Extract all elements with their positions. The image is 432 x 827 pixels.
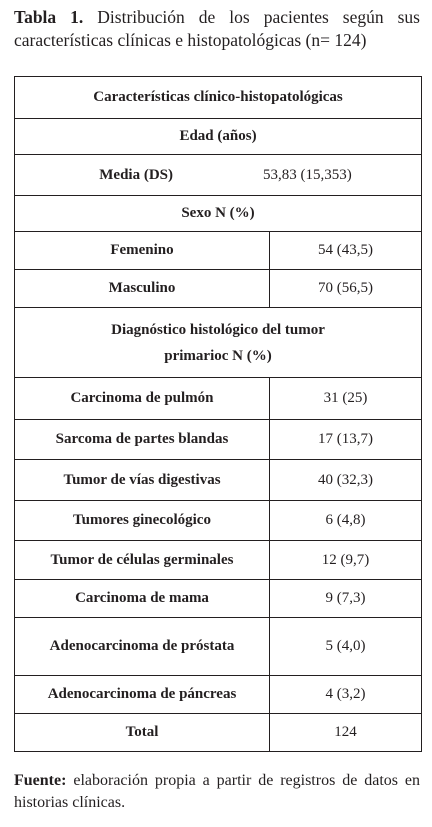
row-value: 6 (4,8) — [270, 501, 422, 541]
table-row — [15, 541, 422, 580]
mean-label: Media (DS) — [99, 166, 173, 183]
diagnosis-header-line2: primarioc N (%) — [164, 347, 272, 364]
row-value: 70 (56,5) — [270, 270, 422, 308]
clinical-characteristics-table — [14, 76, 422, 752]
table-caption — [14, 6, 420, 52]
caption-text: Distribución de los pacientes según sus características clínicas e histopatológicas (n= 124) — [14, 7, 420, 50]
row-value: 5 (4,0) — [270, 618, 422, 676]
row-label: Adenocarcinoma de próstata — [15, 618, 270, 676]
mean-cell — [15, 155, 422, 196]
source-text: elaboración propia a partir de registros de datos en historias clínicas. — [14, 772, 420, 811]
row-label: Femenino — [15, 232, 270, 270]
row-label: Tumores ginecológico — [15, 501, 270, 541]
table-row — [15, 232, 422, 270]
row-value: 12 (9,7) — [270, 541, 422, 580]
table-title-row — [15, 77, 422, 119]
row-value: 17 (13,7) — [270, 420, 422, 460]
table-row — [15, 270, 422, 308]
row-label: Masculino — [15, 270, 270, 308]
row-label: Carcinoma de pulmón — [15, 378, 270, 420]
table-row — [15, 460, 422, 501]
total-label: Total — [15, 714, 270, 752]
diagnosis-header — [15, 308, 422, 378]
table-title: Características clínico-histopatológicas — [15, 77, 422, 119]
table-row — [15, 618, 422, 676]
row-value: 4 (3,2) — [270, 676, 422, 714]
sex-header-row — [15, 196, 422, 232]
row-value: 54 (43,5) — [270, 232, 422, 270]
table-row — [15, 580, 422, 618]
mean-value: 53,83 (15,353) — [263, 166, 352, 183]
source-label: Fuente: — [14, 772, 67, 789]
total-value: 124 — [270, 714, 422, 752]
row-label: Adenocarcinoma de páncreas — [15, 676, 270, 714]
table-row — [15, 676, 422, 714]
mean-row — [15, 155, 422, 196]
row-label: Carcinoma de mama — [15, 580, 270, 618]
table-row — [15, 501, 422, 541]
diagnosis-header-row — [15, 308, 422, 378]
source-note — [14, 770, 420, 814]
total-row — [15, 714, 422, 752]
caption-label: Tabla 1. — [14, 7, 84, 27]
sex-header: Sexo N (%) — [15, 196, 422, 232]
row-value: 31 (25) — [270, 378, 422, 420]
row-value: 40 (32,3) — [270, 460, 422, 501]
age-header: Edad (años) — [15, 119, 422, 155]
row-label: Tumor de células germinales — [15, 541, 270, 580]
age-header-row — [15, 119, 422, 155]
row-label: Sarcoma de partes blandas — [15, 420, 270, 460]
row-value: 9 (7,3) — [270, 580, 422, 618]
row-label: Tumor de vías digestivas — [15, 460, 270, 501]
table-row — [15, 378, 422, 420]
table-row — [15, 420, 422, 460]
diagnosis-header-line1: Diagnóstico histológico del tumor — [111, 321, 325, 338]
